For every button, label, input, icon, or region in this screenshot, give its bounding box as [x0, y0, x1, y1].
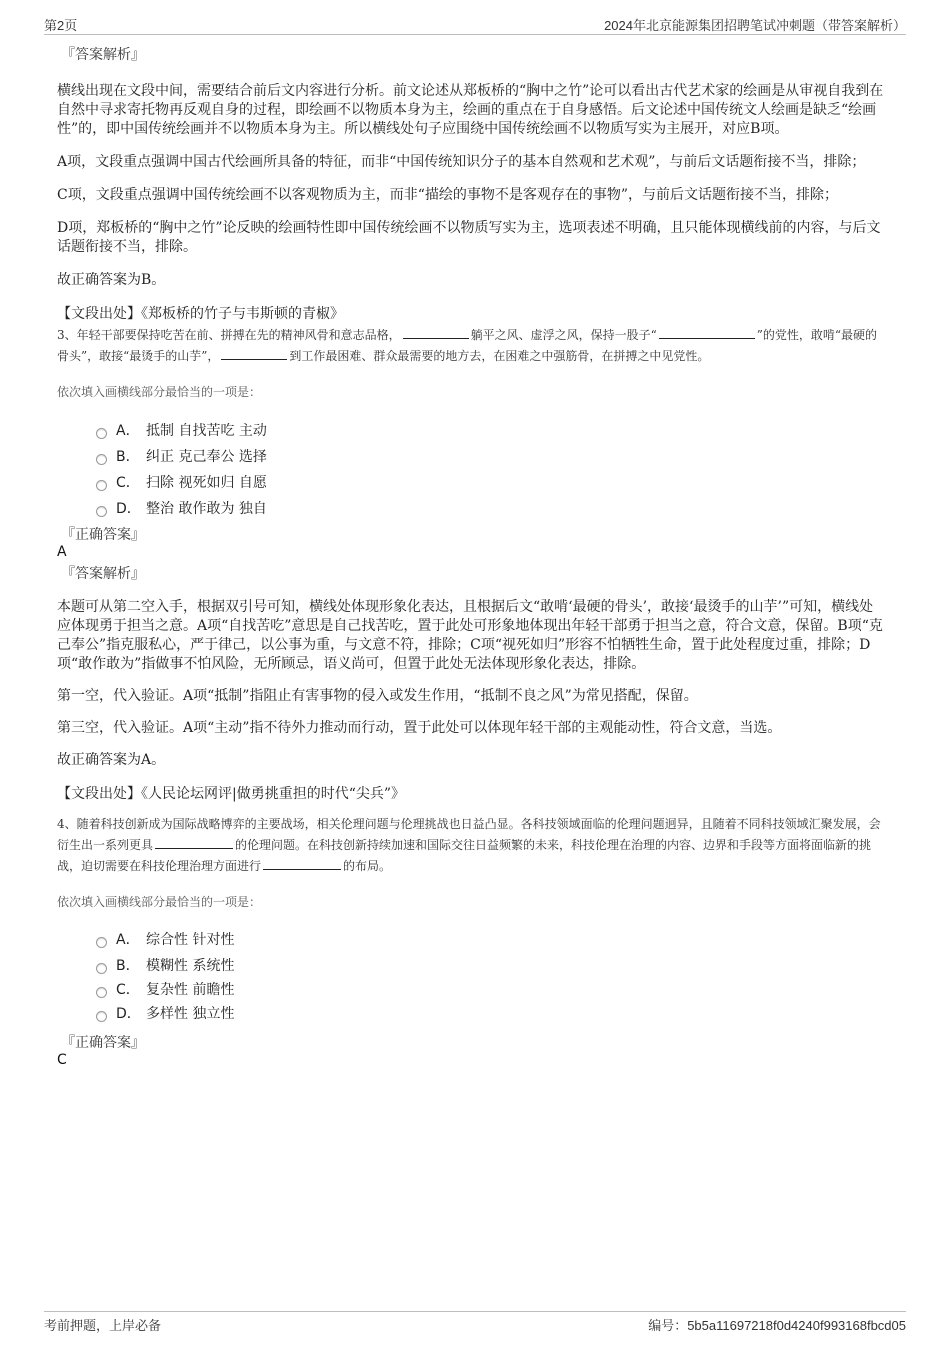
option-b[interactable]: B． 模糊性 系统性 — [96, 952, 887, 978]
analysis-label: 『答案解析』 — [61, 566, 145, 582]
question-prompt: 依次填入画横线部分最恰当的一项是： — [57, 895, 262, 909]
radio-button[interactable] — [96, 506, 107, 517]
document-code: 编号：5b5a11697218f0d4240f993168fbcd05 — [648, 1318, 906, 1333]
page-number: 第2页 — [44, 18, 78, 33]
option-a[interactable]: A． 综合性 针对性 — [96, 926, 887, 952]
radio-button[interactable] — [96, 963, 107, 974]
analysis-paragraph: 第三空，代入验证。A项“主动”指不待外力推动而行动，置于此处可以体现年轻干部的主观能动性，符合文意，当选。 — [57, 720, 782, 736]
fill-blank — [263, 857, 341, 870]
analysis-label: 『答案解析』 — [61, 47, 145, 63]
option-a[interactable]: A． 抵制 自找苦吃 主动 — [96, 417, 887, 443]
option-c[interactable]: C． 复杂性 前瞻性 — [96, 978, 887, 1000]
document-title: 2024年北京能源集团招聘笔试冲刺题（带答案解析） — [604, 18, 906, 33]
analysis-paragraph: 横线出现在文段中间，需要结合前后文内容进行分析。前文论述从郑板桥的“胸中之竹”论可以看出古代艺术家的绘画是从审视自我到在自然中寻求寄托物再反观自身的过程，即绘画不以物质本身为主，绘画的重点在于自身感悟。后文论述中国传统文人绘画是缺乏“绘画性”的，即中国传统绘画并不以物质本身为主。所以横线处句子应围绕中国传统绘画不以物质写实为主展开，对应B项。 — [57, 83, 884, 137]
correct-answer-label: 『正确答案』 — [61, 527, 145, 543]
analysis-conclusion: 故正确答案为A。 — [57, 752, 166, 768]
option-d[interactable]: D． 多样性 独立性 — [96, 1000, 887, 1026]
passage-source: 【文段出处】《人民论坛网评|做勇挑重担的时代“尖兵”》 — [57, 786, 406, 802]
radio-button[interactable] — [96, 454, 107, 465]
question-3-stem: 3、年轻干部要保持吃苦在前、拼搏在先的精神风骨和意志品格， 躺平之风、虚浮之风，保持一股子“ ”的党性，敢啃“最硬的骨头”，敢接“最烫手的山芋”， 到工作最困难、群众最需要的地方去，在困难之中强筋骨，在拼搏之中见党性。 — [57, 328, 878, 363]
page-content — [57, 44, 887, 1068]
correct-answer: A — [57, 544, 67, 560]
analysis-conclusion: 故正确答案为B。 — [57, 272, 166, 288]
analysis-paragraph: D项，郑板桥的“胸中之竹”论反映的绘画特性即中国传统绘画不以物质写实为主，选项表述不明确，且只能体现横线前的内容，与后文话题衔接不当，排除。 — [57, 220, 881, 255]
question-4-options — [96, 926, 887, 1026]
page-header — [44, 12, 906, 35]
passage-source: 【文段出处】《郑板桥的竹子与韦斯顿的青椒》 — [57, 306, 344, 322]
correct-answer: C — [57, 1052, 67, 1068]
radio-button[interactable] — [96, 937, 107, 948]
option-b[interactable]: B． 纠正 克己奉公 选择 — [96, 443, 887, 469]
question-3-options — [96, 417, 887, 521]
radio-button[interactable] — [96, 1011, 107, 1022]
analysis-paragraph: 本题可从第二空入手，根据双引号可知，横线处体现形象化表达，且根据后文“敢啃‘最硬的骨头’，敢接‘最烫手的山芋’”可知，横线处应体现勇于担当之意。A项“自找苦吃”意思是自己找苦吃，置于此处可形象地体现出年轻干部勇于担当之意，符合文意，保留。B项“克己奉公”指克服私心，严于律己，以公事为重，与文意不符，排除；C项“视死如归”形容不怕牺牲生命，置于此处程度过重，排除；D项“敢作敢为”指做事不怕风险，无所顾忌，语义尚可，但置于此处无法体现形象化表达，排除。 — [57, 599, 883, 672]
radio-button[interactable] — [96, 987, 107, 998]
correct-answer-label: 『正确答案』 — [61, 1035, 145, 1051]
analysis-paragraph: 第一空，代入验证。A项“抵制”指阻止有害事物的侵入或发生作用，“抵制不良之风”为常见搭配，保留。 — [57, 688, 698, 704]
fill-blank — [403, 326, 469, 339]
radio-button[interactable] — [96, 480, 107, 491]
analysis-paragraph: A项，文段重点强调中国古代绘画所具备的特征，而非“中国传统知识分子的基本自然观和艺术观”，与前后文话题衔接不当，排除； — [57, 154, 866, 170]
analysis-paragraph: C项，文段重点强调中国传统绘画不以客观物质为主，而非“描绘的事物不是客观存在的事物”，与前后文话题衔接不当，排除； — [57, 187, 839, 203]
page-footer — [44, 1311, 906, 1336]
question-4-stem: 4、随着科技创新成为国际战略博弈的主要战场，相关伦理问题与伦理挑战也日益凸显。各科技领域面临的伦理问题迥异，且随着不同科技领域汇聚发展，会衍生出一系列更具 的伦理问题。在科技创新持续加速和国际交往日益频繁的未来，科技伦理在治理的内容、边界和手段等方面将面临新的挑战，迫切需要在科技伦理治理方面进行 的布局。 — [57, 817, 881, 873]
radio-button[interactable] — [96, 428, 107, 439]
option-c[interactable]: C． 扫除 视死如归 自愿 — [96, 469, 887, 495]
fill-blank — [155, 836, 233, 849]
fill-blank — [659, 326, 755, 339]
footer-slogan: 考前押题，上岸必备 — [44, 1318, 162, 1333]
option-d[interactable]: D． 整治 敢作敢为 独自 — [96, 495, 887, 521]
fill-blank — [221, 347, 287, 360]
question-prompt: 依次填入画横线部分最恰当的一项是： — [57, 385, 262, 399]
